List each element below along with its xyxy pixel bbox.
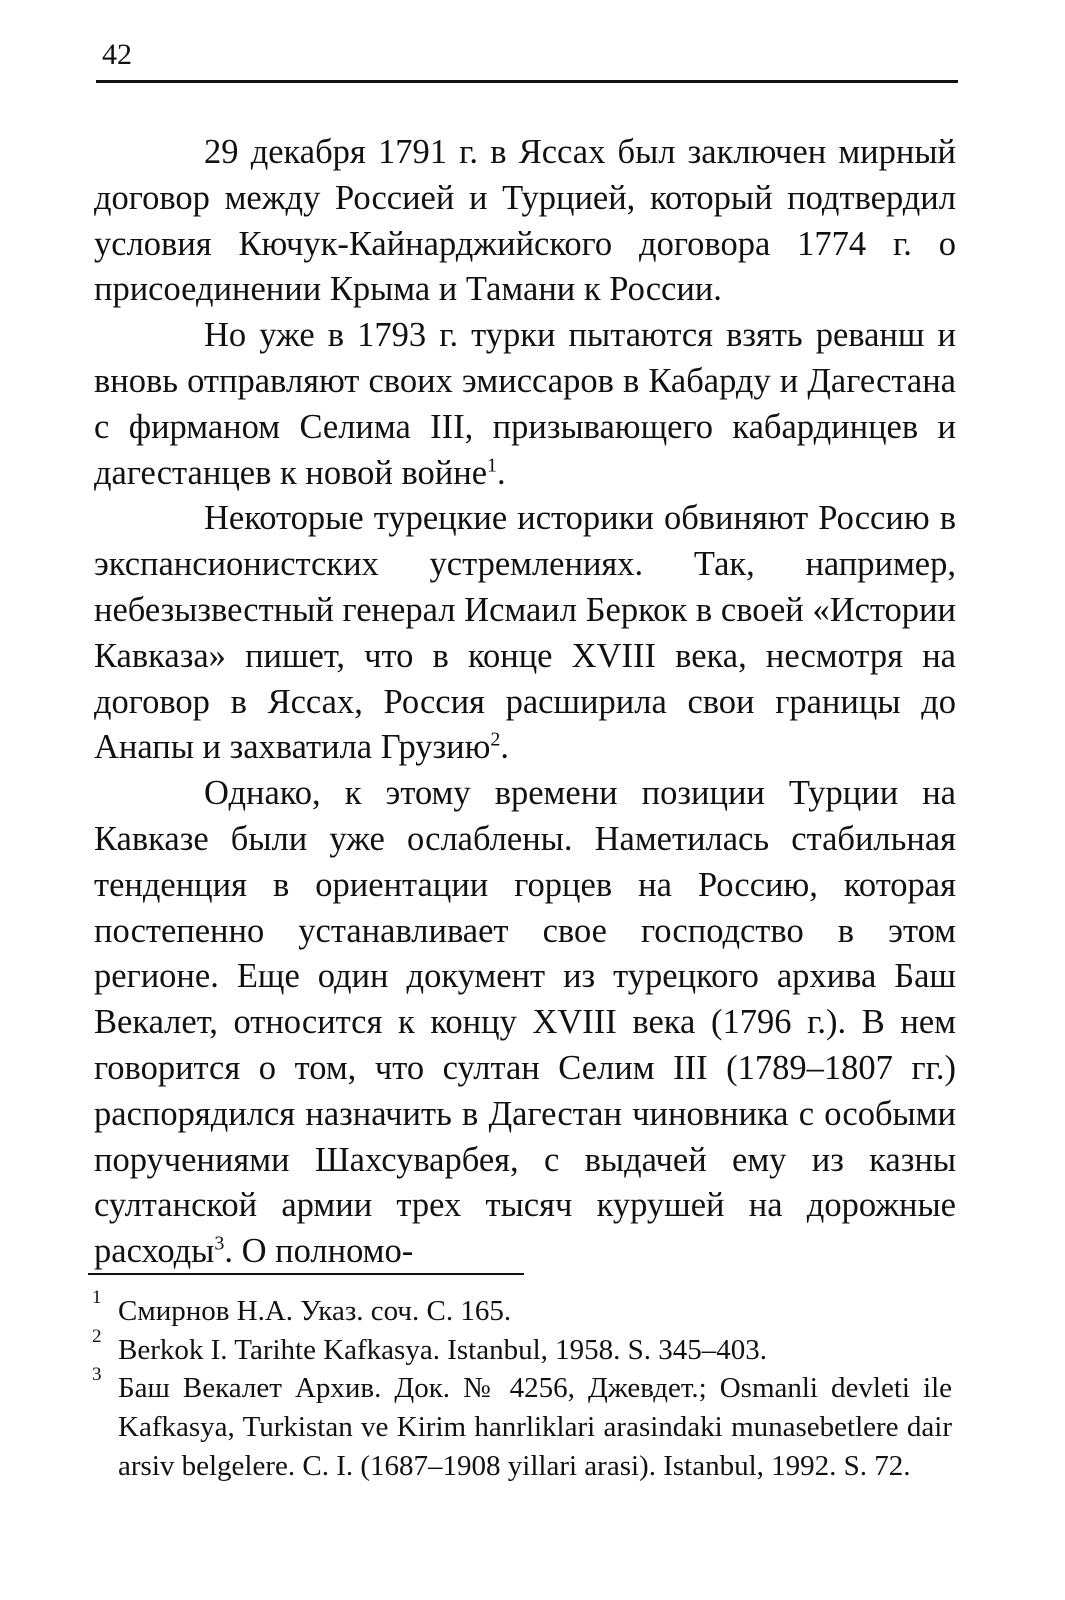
footnote-mark: 1	[92, 1287, 102, 1308]
paragraph-text: Но уже в 1793 г. турки пытаются взять реванш и вновь отправляют своих эмиссаров в Кабарду и Дагестана с фирманом Селима III, призывающего кабардинцев и дагестанцев к новой войне	[94, 316, 956, 492]
footnotes	[92, 1287, 952, 1486]
paragraph-text: 29 декабря 1791 г. в Яссах был заключен мирный договор между Россией и Турцией, который подтвердил условия Кючук-Кайнарджийского договора 1774 г. о присоединении Крыма и Тамани к России.	[94, 133, 956, 309]
footnote-text: Баш Векалет Архив. Док. № 4256, Джевдет.; Osmanli devleti ile Kafkasya, Turkistan ve Kirim hanrliklari arasindaki munasebetlere dair arsiv belgelere. C. I. (1687–1908 yillari arasi). Istanbul, 1992. S. 72.	[118, 1372, 952, 1482]
footnote-text: Berkok I. Tarihte Kafkasya. Istanbul, 1958. S. 345–403.	[118, 1333, 768, 1366]
page-number: 42	[102, 38, 132, 71]
paragraph-text: . О полномо-	[224, 1232, 414, 1271]
paragraph-4	[94, 771, 956, 1275]
paragraph-1	[94, 130, 956, 313]
footnote-mark: 2	[92, 1325, 102, 1347]
footnote-ref-2[interactable]: 2	[490, 728, 501, 751]
paragraph-2	[94, 313, 956, 496]
body-text	[94, 130, 956, 1275]
paragraph-text: .	[497, 453, 506, 492]
footnote-mark: 3	[92, 1364, 102, 1386]
footnote-text: Смирнов Н.А. Указ. соч. С. 165.	[118, 1295, 512, 1327]
paragraph-text: Однако, к этому времени позиции Турции на Кавказе были уже ослаблены. Наметилась стабильная тенденция в ориентации горцев на Россию, которая постепенно устанавливает свое господство в этом регионе. Еще один документ из турецкого архива Баш Векалет, относится к концу XVIII века (1796 г.). В нем говорится о том, что султан Селим III (1789–1807 гг.) распорядился назначить в Дагестан чиновника с особыми поручениями Шахсуварбея, с выдачей ему из казны султанской армии трех тысяч курушей на дорожные расходы	[94, 774, 956, 1271]
footnote-rule	[88, 1273, 524, 1275]
paragraph-3	[94, 496, 956, 771]
footnote-3	[92, 1364, 952, 1485]
paragraph-text: .	[500, 728, 510, 767]
footnote-ref-1[interactable]: 1	[487, 454, 498, 477]
footnote-2	[92, 1325, 952, 1370]
footnote-ref-3[interactable]: 3	[214, 1232, 225, 1255]
header-rule	[96, 80, 958, 83]
footnote-1	[92, 1287, 952, 1331]
paragraph-text: Некоторые турецкие историки обвиняют Россию в экспансионистских устремлениях. Так, например, небезызвестный генерал Исмаил Беркок в своей «Истории Кавказа» пишет, что в конце XVIII века, несмотря на договор в Яссах, Россия расширила свои границы до Анапы и захватила Грузию	[94, 499, 956, 767]
